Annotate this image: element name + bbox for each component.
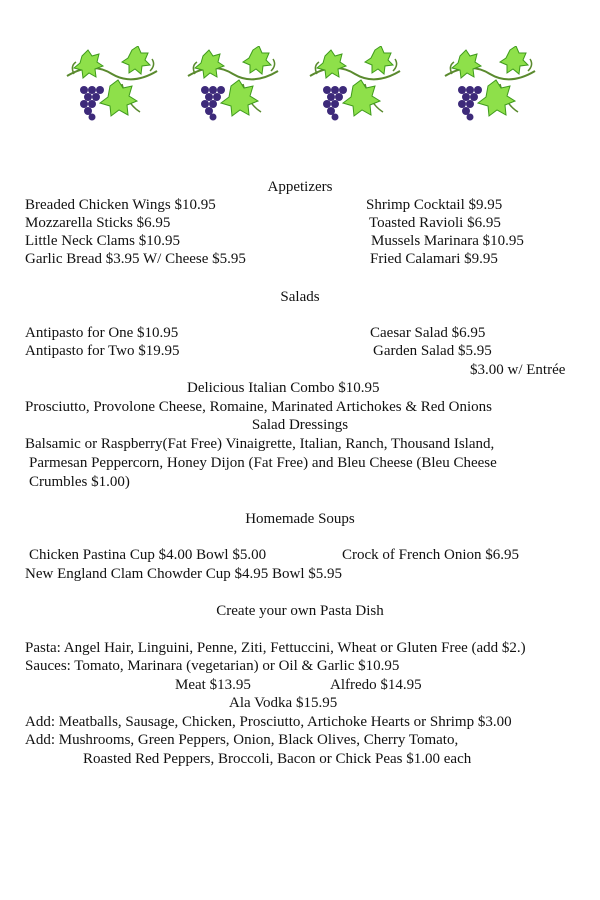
grape-vine-icon (62, 46, 162, 131)
pasta-heading: Create your own Pasta Dish (216, 603, 384, 619)
appetizer-item: Mussels Marinara $10.95 (371, 233, 524, 249)
appetizer-item: Fried Calamari $9.95 (370, 251, 498, 267)
meat-price: Meat $13.95 (175, 677, 251, 693)
pasta-options: Pasta: Angel Hair, Linguini, Penne, Ziti, Fettuccini, Wheat or Gluten Free (add $2.) (25, 640, 526, 656)
grape-vine-decorations (0, 46, 600, 136)
entree-note: $3.00 w/ Entrée (470, 362, 566, 378)
alfredo-price: Alfredo $14.95 (330, 677, 422, 693)
add-ons-line: Add: Mushrooms, Green Peppers, Onion, Black Olives, Cherry Tomato, (25, 732, 459, 748)
combo-title: Delicious Italian Combo $10.95 (187, 380, 380, 396)
grape-vine-icon (440, 46, 540, 131)
dressings-line: Crumbles $1.00) (29, 474, 130, 490)
dressings-heading: Salad Dressings (251, 417, 349, 433)
salads-heading: Salads (280, 289, 320, 305)
combo-description: Prosciutto, Provolone Cheese, Romaine, Marinated Artichokes & Red Onions (25, 399, 493, 415)
soup-item: Chicken Pastina Cup $4.00 Bowl $5.00 (29, 547, 267, 563)
grape-vine-icon (183, 46, 283, 131)
soup-item: New England Clam Chowder Cup $4.95 Bowl $5.95 (25, 566, 343, 582)
soup-item: Crock of French Onion $6.95 (342, 547, 520, 563)
dressings-line: Parmesan Peppercorn, Honey Dijon (Fat Free) and Bleu Cheese (Bleu Cheese (29, 455, 497, 471)
add-ons-line: Roasted Red Peppers, Broccoli, Bacon or Chick Peas $1.00 each (83, 751, 472, 767)
soups-heading: Homemade Soups (245, 511, 355, 527)
appetizers-heading: Appetizers (267, 179, 333, 195)
salad-item: Caesar Salad $6.95 (370, 325, 486, 341)
salad-item: Antipasto for Two $19.95 (25, 343, 180, 359)
vodka-price: Ala Vodka $15.95 (229, 695, 338, 711)
salad-item: Garden Salad $5.95 (373, 343, 492, 359)
salad-item: Antipasto for One $10.95 (25, 325, 179, 341)
appetizer-item: Mozzarella Sticks $6.95 (25, 215, 171, 231)
grape-vine-icon (305, 46, 405, 131)
appetizer-item: Shrimp Cocktail $9.95 (366, 197, 503, 213)
appetizer-item: Little Neck Clams $10.95 (25, 233, 180, 249)
sauce-options: Sauces: Tomato, Marinara (vegetarian) or Oil & Garlic $10.95 (25, 658, 400, 674)
add-ons-line: Add: Meatballs, Sausage, Chicken, Prosciutto, Artichoke Hearts or Shrimp $3.00 (25, 714, 512, 730)
appetizer-item: Toasted Ravioli $6.95 (369, 215, 501, 231)
dressings-line: Balsamic or Raspberry(Fat Free) Vinaigrette, Italian, Ranch, Thousand Island, (25, 436, 495, 452)
appetizer-item: Garlic Bread $3.95 W/ Cheese $5.95 (25, 251, 246, 267)
appetizer-item: Breaded Chicken Wings $10.95 (25, 197, 216, 213)
